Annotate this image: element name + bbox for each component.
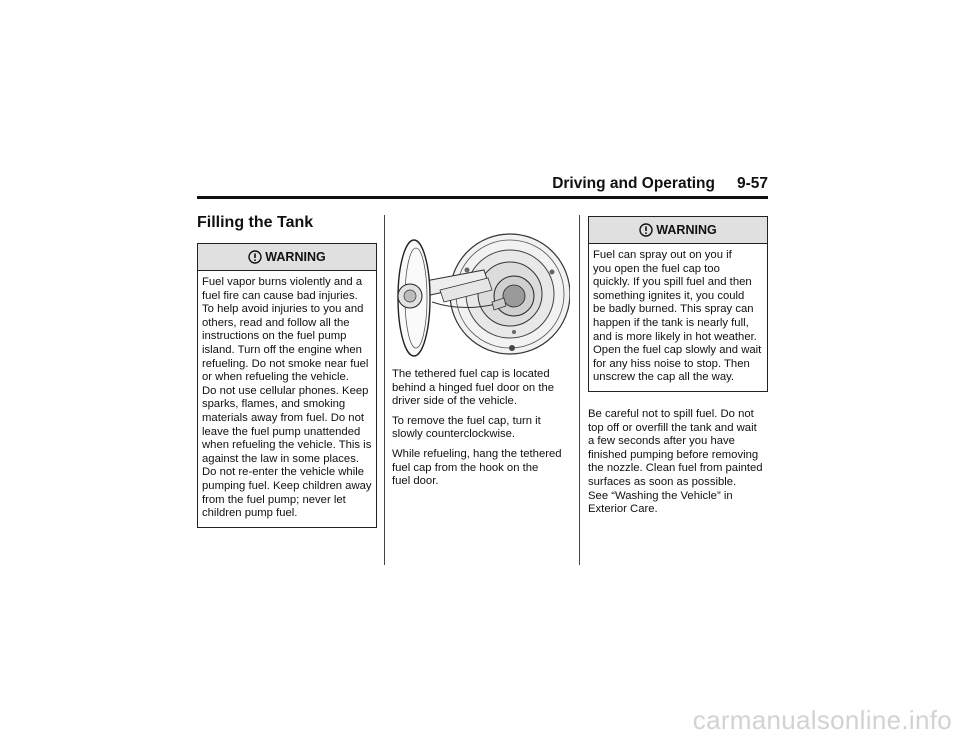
text-line: Be careful not to spill fuel. Do not bbox=[588, 407, 754, 420]
header-rule bbox=[197, 196, 768, 199]
text-line: the nozzle. Clean fuel from painted bbox=[588, 462, 763, 475]
paragraph-remove-cap bbox=[392, 415, 570, 442]
text-line: unscrew the cap all the way. bbox=[593, 371, 735, 384]
warning-text bbox=[589, 244, 767, 391]
text-line: island. Turn off the engine when bbox=[202, 343, 362, 356]
text-line: behind a hinged fuel door on the bbox=[392, 381, 555, 394]
text-line: be badly burned. This spray can bbox=[593, 303, 754, 316]
text-line: Do not re-enter the vehicle while bbox=[202, 466, 365, 479]
text-line: To help avoid injuries to you and bbox=[202, 303, 364, 316]
column-1 bbox=[197, 213, 377, 528]
paragraph-hang-cap bbox=[392, 448, 570, 489]
text-line: Exterior Care. bbox=[588, 503, 658, 516]
text-line: others, read and follow all the bbox=[202, 316, 350, 329]
text-line: something ignites it, you could bbox=[593, 289, 745, 302]
text-line: you open the fuel cap too bbox=[593, 262, 720, 275]
text-line: See “Washing the Vehicle” in bbox=[588, 489, 733, 502]
warning-box-2 bbox=[588, 216, 768, 392]
column-2 bbox=[392, 230, 570, 495]
warning-label: WARNING bbox=[656, 223, 717, 237]
text-line: To remove the fuel cap, turn it bbox=[392, 414, 541, 427]
column-divider-1 bbox=[384, 215, 385, 565]
warning-header bbox=[198, 244, 376, 271]
text-line: Fuel can spray out on you if bbox=[593, 249, 732, 261]
text-line: surfaces as soon as possible. bbox=[588, 475, 737, 488]
paragraph-fuel-cap-location bbox=[392, 368, 570, 409]
text-line: instructions on the fuel pump bbox=[202, 330, 347, 343]
text-line: when refueling the vehicle. This is bbox=[202, 439, 372, 452]
column-3 bbox=[588, 216, 768, 523]
text-line: The tethered fuel cap is located bbox=[392, 368, 550, 380]
text-line: driver side of the vehicle. bbox=[392, 395, 517, 408]
text-line: children pump fuel. bbox=[202, 507, 298, 520]
warning-box-1 bbox=[197, 243, 377, 528]
text-line: While refueling, hang the tethered bbox=[392, 447, 562, 460]
text-line: quickly. If you spill fuel and then bbox=[593, 276, 752, 289]
text-line: sparks, flames, and smoking bbox=[202, 398, 346, 411]
text-line: and is more likely in hot weather. bbox=[593, 330, 757, 343]
text-line: top off or overfill the tank and wait bbox=[588, 421, 757, 434]
text-line: fuel fire can cause bad injuries. bbox=[202, 289, 358, 302]
text-line: for any hiss noise to stop. Then bbox=[593, 357, 750, 370]
paragraph-spill-caution bbox=[588, 408, 768, 517]
text-line: slowly counterclockwise. bbox=[392, 428, 516, 441]
text-line: from the fuel pump; never let bbox=[202, 493, 346, 506]
fuel-door-illustration bbox=[392, 230, 570, 360]
text-line: against the law in some places. bbox=[202, 452, 359, 465]
watermark: carmanualsonline.info bbox=[692, 705, 952, 735]
text-line: pumping fuel. Keep children away bbox=[202, 479, 372, 492]
warning-header bbox=[589, 217, 767, 244]
page-header bbox=[197, 175, 768, 195]
section-title: Driving and Operating bbox=[552, 175, 715, 192]
column-divider-2 bbox=[579, 215, 580, 565]
text-line: a few seconds after you have bbox=[588, 435, 735, 448]
text-line: happen if the tank is nearly full, bbox=[593, 316, 749, 329]
text-line: refueling. Do not smoke near fuel bbox=[202, 357, 369, 370]
warning-text bbox=[198, 271, 376, 527]
warning-label: WARNING bbox=[265, 250, 326, 264]
text-line: fuel door. bbox=[392, 475, 439, 488]
text-line: fuel cap from the hook on the bbox=[392, 461, 539, 474]
text-line: Do not use cellular phones. Keep bbox=[202, 384, 369, 397]
page-number: 9-57 bbox=[736, 175, 768, 192]
text-line: materials away from fuel. Do not bbox=[202, 411, 364, 424]
warning-icon bbox=[248, 250, 262, 264]
text-line: or when refueling the vehicle. bbox=[202, 371, 349, 384]
text-line: finished pumping before removing bbox=[588, 448, 759, 461]
text-line: Open the fuel cap slowly and wait bbox=[593, 344, 762, 357]
page-heading: Filling the Tank bbox=[197, 214, 314, 231]
warning-icon bbox=[639, 223, 653, 237]
text-line: Fuel vapor burns violently and a bbox=[202, 276, 363, 288]
text-line: leave the fuel pump unattended bbox=[202, 425, 361, 438]
